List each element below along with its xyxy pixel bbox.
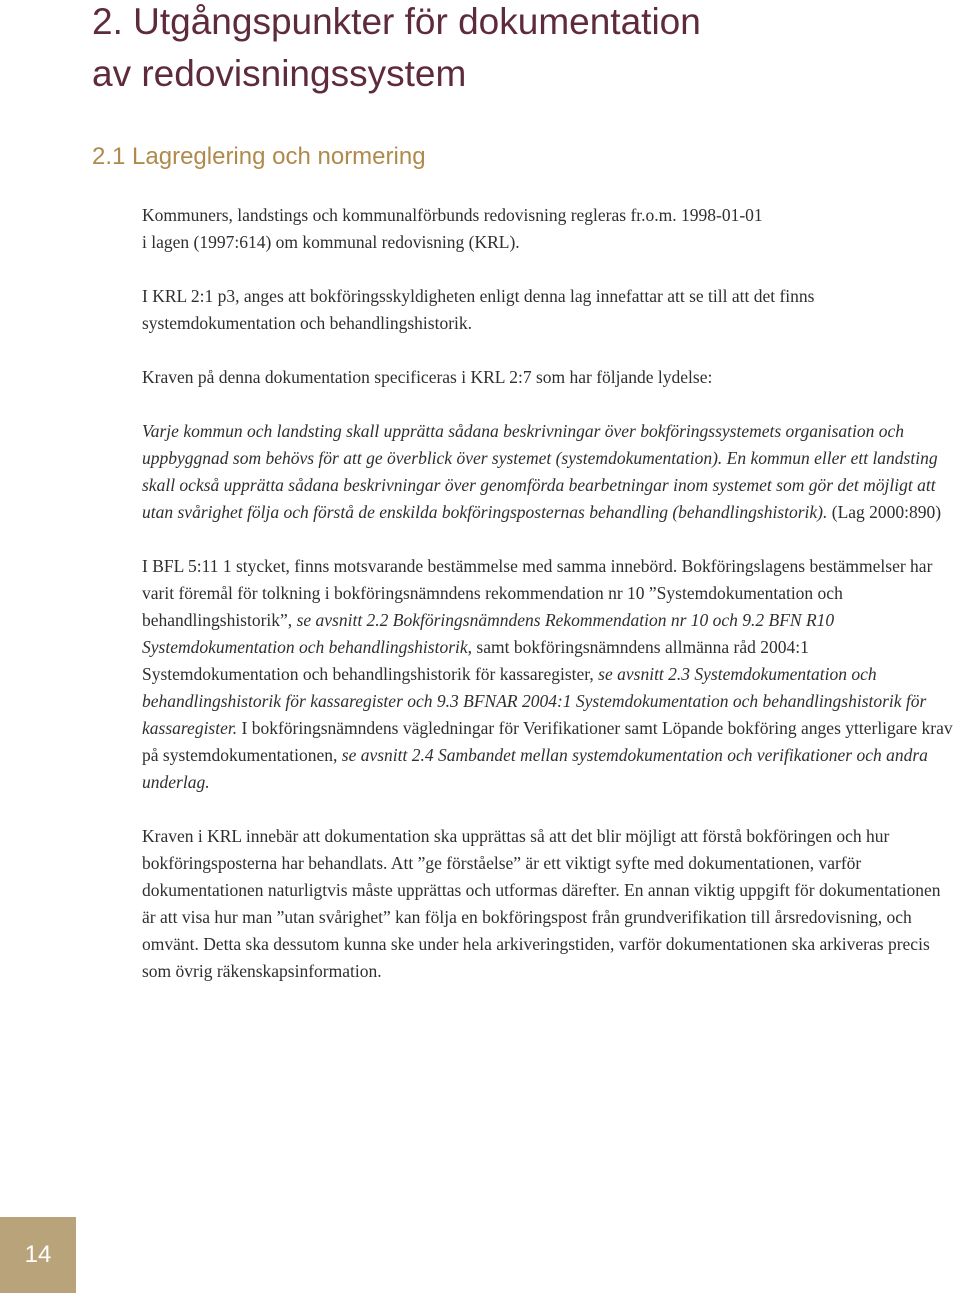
paragraph-krl-requirements: Kraven i KRL innebär att dokumentation ska upprättas så att det blir möjligt att förstå bokföringen och hur bokföringsposterna har behandlats. Att ”ge förståelse” är ett viktigt syfte med dokumentationen, varför dokumentationen naturligtvis måste upprättas och utformas därefter. En annan viktig uppgift för dokumentationen är att visa hur man ”utan svårighet” kan följa en bokföringspost från grundverifikation till årsredovisning, och omvänt. Detta ska dessutom kunna ske under hela arkiveringstiden, varför dokumentationen ska arkiveras precis som övrig räkenskapsinformation.: [142, 826, 941, 981]
chapter-title-line-2: av redovisningssystem: [92, 53, 467, 94]
chapter-title-line-1: 2. Utgångspunkter för dokumentation: [92, 1, 701, 42]
section-title: 2.1 Lagreglering och normering: [92, 143, 426, 170]
body-text: [142, 202, 957, 1012]
cross-reference-2-3: se avsnitt 2.3 Systemdokumentation och behandlingshistorik för kassaregister och 9.3 BFNAR 2004:1 Systemdokumentation och behandlingshistorik för kassaregister.: [142, 664, 927, 738]
paragraph-bfl: [142, 553, 957, 796]
cross-reference-2-2: se avsnitt 2.2 Bokföringsnämndens Rekommendation nr 10 och 9.2 BFN R10 Systemdokumentation och behandlingshistorik: [142, 610, 835, 657]
paragraph-krl-intro: [142, 202, 957, 256]
paragraph-krl-2-7: Kraven på denna dokumentation specificeras i KRL 2:7 som har följande lydelse:: [142, 367, 713, 387]
law-quote-reference: (Lag 2000:890): [831, 502, 942, 522]
paragraph-line: i lagen (1997:614) om kommunal redovisning (KRL).: [142, 232, 520, 252]
paragraph-bfl-part: I bokföringsnämndens vägledningar för Verifikationer samt Löpande bokföring anges ytterligare krav på systemdokumentationen,: [142, 718, 953, 765]
page-number: 14: [24, 1241, 52, 1268]
chapter-title: [92, 0, 952, 100]
page-number-tab: [0, 1217, 76, 1293]
law-quote: [142, 418, 957, 526]
law-quote-text: Varje kommun och landsting skall upprätta sådana beskrivningar över bokföringssystemets organisation och uppbyggnad som behövs för att ge överblick över systemet (systemdokumentation). En kommun eller ett landsting skall också upprätta sådana beskrivningar över genomförda bearbetningar inom systemet som gör det möjligt att utan svårighet följa och förstå de enskilda bokföringsposternas behandling (behandlingshistorik).: [142, 421, 938, 522]
paragraph-krl-2-1: I KRL 2:1 p3, anges att bokföringsskyldigheten enligt denna lag innefattar att se till att det finns systemdokumentation och behandlingshistorik.: [142, 286, 815, 333]
paragraph-bfl-part: , samt bokföringsnämndens allmänna råd 2004:1 Systemdokumentation och behandlingshistorik för kassaregister,: [142, 637, 809, 684]
paragraph-line: Kommuners, landstings och kommunalförbunds redovisning regleras fr.o.m. 1998-01-01: [142, 205, 763, 225]
paragraph-bfl-part: I BFL 5:11 1 stycket, finns motsvarande bestämmelse med samma innebörd. Bokföringslagens bestämmelser har varit föremål för tolkning i bokföringsnämndens rekommendation nr 10 ”Systemdokumentation och behandlingshistorik”,: [142, 556, 933, 630]
cross-reference-2-4: se avsnitt 2.4 Sambandet mellan systemdokumentation och verifikationer och andra underlag.: [142, 745, 928, 792]
